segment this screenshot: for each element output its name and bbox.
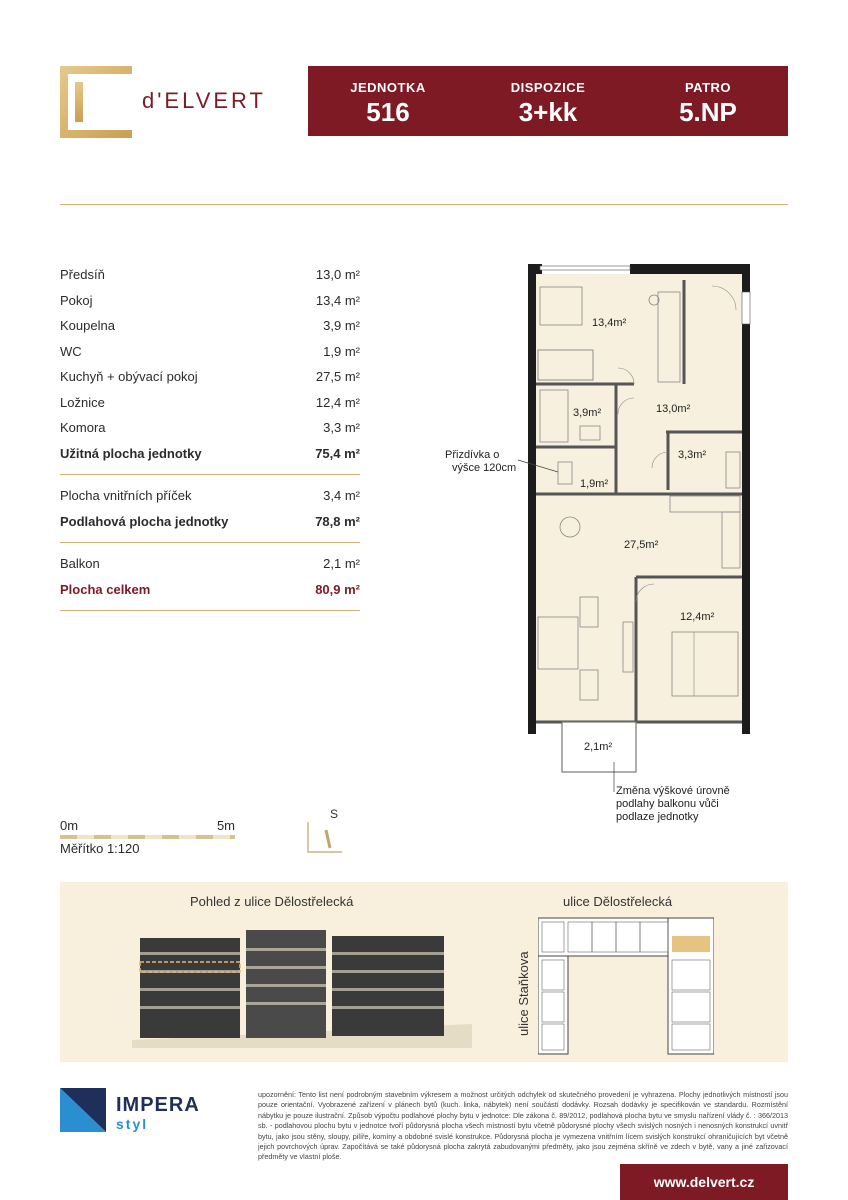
unit-value: 516: [366, 97, 410, 127]
site-plan: [538, 916, 714, 1056]
area-row: [60, 364, 360, 390]
room-label-balkon: 2,1m²: [584, 741, 613, 753]
street-elevation: [132, 918, 472, 1048]
area-row: [60, 339, 360, 365]
area-name: Plocha celkem: [60, 581, 151, 597]
disclaimer: upozornění: Tento list není podrobným stavebním výkresem a možnost určitých odchylek od skutečného provedení je vyhrazena. Plochy jednotlivých místností jsou pouze orientační. Vyobrazené zařízení v plánech bytů (kuch. linka, nábytek) není součástí dodávky. Rozsah dodávky je specifikován ve standardu. Rozmístění nábytku je pouze ilustrační. Způsob výpočtu podlahové plochy bytu v jednotce: Dle zákona č. 89/2012, podlahová plocha bytu ve smyslu nařízení vlády č. : 366/2013 sb. - podlahovou plochu bytu v jednotce tvoří půdorysná plocha všech místností bytu včetně půdorysné plochy všech svislých nosných i nenosných konstrukcí uvnitř bytu, jako jsou stěny, sloupy, pilíře, komíny a obdobné svislé konstrukce. Půdorysná plocha je vymezena vnitřním lícem svislých konstrukcí ohraničujících byt včetně jejich povrchových úprav. Započítává se také půdorysná plocha zakrytá zabudovanými předměty, jako jsou zejména skříně ve zdech v bytě, vany a jiné zařizovací předměty ve vlastní ploše.: [258, 1090, 788, 1162]
area-name: Balkon: [60, 556, 100, 572]
area-row: [60, 390, 360, 416]
scale-start: 0m: [60, 818, 79, 833]
logo-text: d'ELVERT: [142, 88, 266, 113]
unit-header: [308, 66, 788, 136]
room-label-pokoj: 13,4m²: [592, 317, 627, 329]
scale-end: 5m: [216, 818, 235, 833]
street-view-title: Pohled z ulice Dělostřelecká: [190, 894, 354, 909]
table-divider: [60, 542, 360, 543]
side-street-label: ulice Staňkova: [516, 951, 531, 1036]
area-value: 13,0 m²: [315, 267, 360, 283]
area-name: Podlahová plocha jednotky: [60, 513, 229, 529]
area-value: 80,9 m²: [315, 581, 360, 597]
area-value: 3,3 m²: [323, 420, 360, 436]
context-band: [60, 882, 788, 1062]
unit-column: [308, 66, 468, 136]
wall-note-line2: výšce 120cm: [452, 462, 517, 474]
balcony-note-line1: Změna výškové úrovně: [616, 785, 730, 797]
floor-area-row: [60, 509, 360, 535]
balcony-area-row: [60, 551, 360, 577]
area-name: Komora: [60, 420, 106, 436]
area-value: 3,9 m²: [323, 318, 360, 334]
area-name: Ložnice: [60, 394, 105, 410]
area-table: [60, 262, 360, 619]
area-name: WC: [60, 343, 82, 359]
balcony-note-line2: podlahy balkonu vůči: [616, 798, 719, 810]
table-divider: [60, 474, 360, 475]
area-name: Plocha vnitřních příček: [60, 488, 192, 504]
usable-area-row: [60, 441, 360, 467]
developer-logo: [60, 1088, 240, 1138]
floor-label: PATRO: [684, 80, 732, 95]
area-value: 13,4 m²: [315, 292, 360, 308]
area-row: [60, 415, 360, 441]
area-row: [60, 313, 360, 339]
balcony-note-line3: podlaze jednotky: [616, 811, 699, 823]
floor-value: 5.NP: [679, 97, 737, 127]
brand-logo: [60, 66, 266, 138]
area-value: 75,4 m²: [315, 445, 360, 461]
room-label-koupelna: 3,9m²: [573, 407, 602, 419]
table-divider: [60, 610, 360, 611]
layout-column: [468, 66, 628, 136]
area-value: 78,8 m²: [315, 513, 360, 529]
developer-sub: styl: [116, 1116, 149, 1132]
floor-plan: [440, 262, 800, 832]
area-name: Pokoj: [60, 292, 93, 308]
logo-bar: [75, 82, 83, 122]
area-row: [60, 288, 360, 314]
developer-name: IMPERA: [116, 1094, 200, 1116]
room-label-predsin: 13,0m²: [656, 403, 691, 415]
room-label-obyvaci: 27,5m²: [624, 539, 659, 551]
area-value: 3,4 m²: [323, 488, 360, 504]
area-value: 2,1 m²: [323, 556, 360, 572]
scale-bar: [60, 818, 235, 856]
area-name: Předsíň: [60, 267, 105, 283]
north-arrow-icon: [306, 806, 346, 856]
wall-note-line1: Přizdívka o: [445, 449, 500, 461]
total-area-row: [60, 577, 360, 603]
website-link[interactable]: www.delvert.cz: [620, 1164, 788, 1200]
area-row: [60, 262, 360, 288]
impera-mark-icon: [60, 1088, 106, 1132]
layout-label: DISPOZICE: [510, 80, 586, 95]
layout-value: 3+kk: [518, 97, 578, 127]
area-value: 27,5 m²: [315, 369, 360, 385]
unit-label: JEDNOTKA: [350, 80, 426, 95]
room-label-wc: 1,9m²: [580, 478, 609, 490]
room-label-loznice: 12,4m²: [680, 611, 715, 623]
partition-area-row: [60, 483, 360, 509]
logo-mark: [60, 66, 132, 138]
site-plan-title: ulice Dělostřelecká: [563, 894, 673, 909]
room-label-komora: 3,3m²: [678, 449, 707, 461]
area-value: 12,4 m²: [315, 394, 360, 410]
scale-graphic: [60, 835, 235, 839]
area-name: Kuchyň + obývací pokoj: [60, 369, 198, 385]
header-divider: [60, 204, 788, 205]
area-value: 1,9 m²: [323, 343, 360, 359]
floor-column: [628, 66, 788, 136]
north-label: S: [330, 807, 339, 821]
scale-title: Měřítko 1:120: [60, 841, 140, 856]
area-name: Užitná plocha jednotky: [60, 445, 202, 461]
area-name: Koupelna: [60, 318, 115, 334]
